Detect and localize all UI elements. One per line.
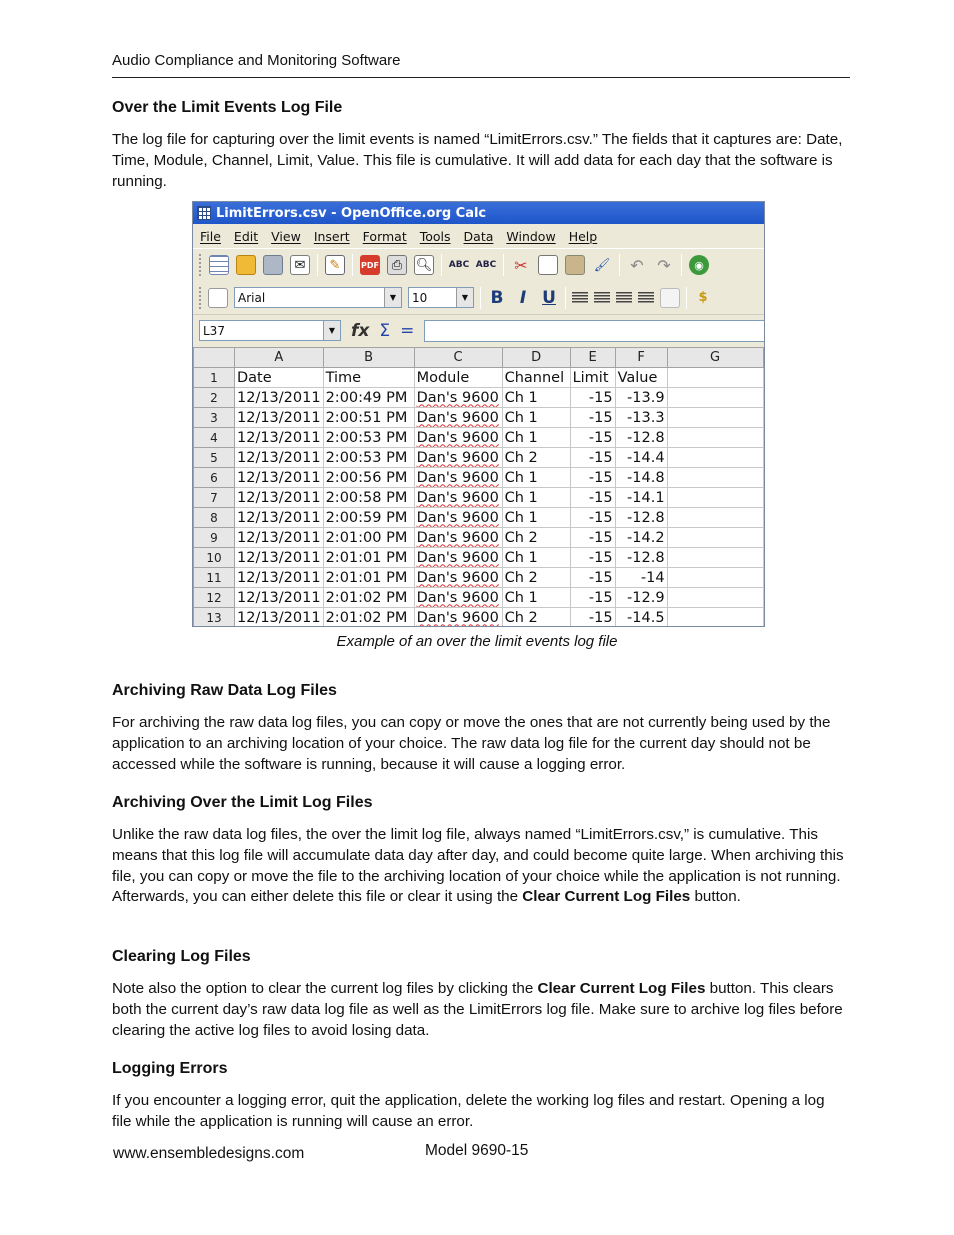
export-pdf-icon[interactable]: PDF: [360, 255, 380, 275]
table-cell[interactable]: [667, 408, 763, 428]
window-titlebar: [193, 202, 764, 224]
table-cell[interactable]: [414, 468, 502, 488]
font-size-select[interactable]: [408, 287, 474, 308]
menu-window[interactable]: Window: [506, 228, 556, 244]
align-left-icon[interactable]: [572, 292, 588, 304]
table-cell[interactable]: -15: [570, 428, 615, 448]
text-segment: Note also the option to clear the current log files by clicking the: [112, 980, 538, 997]
menu-insert[interactable]: Insert: [313, 228, 350, 244]
menu-bar: [193, 224, 764, 248]
table-cell[interactable]: [667, 488, 763, 508]
table-cell[interactable]: [414, 568, 502, 588]
font-size-value: 10: [412, 290, 428, 305]
cell-text: Dan's 9600: [416, 509, 499, 526]
table-row: [194, 488, 764, 508]
table-cell[interactable]: [667, 368, 763, 388]
menu-file[interactable]: File: [200, 228, 221, 244]
table-row: [194, 388, 764, 408]
justify-icon[interactable]: [638, 292, 654, 304]
section-heading-logging-errors: Logging Errors: [112, 1060, 228, 1077]
standard-toolbar: [193, 248, 764, 281]
table-cell[interactable]: -15: [570, 488, 615, 508]
toolbar-separator: [441, 254, 442, 276]
edit-file-icon[interactable]: ✎: [325, 255, 345, 275]
merge-cells-icon[interactable]: [660, 288, 680, 308]
table-cell[interactable]: [667, 528, 763, 548]
redo-icon[interactable]: ↷: [657, 255, 671, 275]
toolbar-separator: [686, 287, 687, 309]
table-cell[interactable]: Ch 1: [502, 428, 570, 448]
toolbar-grip[interactable]: [199, 254, 202, 276]
cell-text: Dan's 9600: [416, 409, 499, 426]
cut-icon[interactable]: ✂: [514, 255, 528, 275]
table-cell[interactable]: [667, 428, 763, 448]
table-cell[interactable]: Ch 2: [502, 608, 570, 628]
sum-icon[interactable]: Σ: [379, 320, 391, 341]
section-heading-clearing: Clearing Log Files: [112, 948, 251, 965]
row-header[interactable]: 11: [194, 568, 235, 588]
paragraph-archiving-over: [112, 825, 846, 908]
table-cell[interactable]: -12.8: [615, 428, 667, 448]
styles-icon[interactable]: [208, 288, 228, 308]
calc-app-icon: [197, 206, 211, 220]
table-cell[interactable]: 2:01:02 PM: [323, 608, 414, 628]
table-cell[interactable]: Ch 1: [502, 488, 570, 508]
window-title: LimitErrors.csv - OpenOffice.org Calc: [216, 205, 487, 221]
formatting-toolbar: [193, 281, 764, 314]
table-cell[interactable]: Module: [414, 368, 502, 388]
table-cell[interactable]: 12/13/2011: [235, 468, 324, 488]
cell-text: Dan's 9600: [416, 429, 499, 446]
page-preview-icon[interactable]: 🔍︎: [414, 255, 434, 275]
cell-text: Dan's 9600: [416, 449, 499, 466]
table-cell[interactable]: [414, 428, 502, 448]
table-cell[interactable]: 2:01:00 PM: [323, 528, 414, 548]
table-row: [194, 588, 764, 608]
table-row: [194, 408, 764, 428]
table-cell[interactable]: Ch 2: [502, 568, 570, 588]
section-heading-archiving-raw: Archiving Raw Data Log Files: [112, 682, 337, 699]
menu-format[interactable]: Format: [362, 228, 407, 244]
table-cell[interactable]: Channel: [502, 368, 570, 388]
name-box-value: L37: [203, 323, 225, 338]
toolbar-grip[interactable]: [199, 287, 202, 309]
table-cell[interactable]: 2:00:58 PM: [323, 488, 414, 508]
table-cell[interactable]: -14.1: [615, 488, 667, 508]
column-header-row: [194, 348, 764, 368]
column-header[interactable]: A: [235, 348, 324, 368]
spreadsheet-grid: [193, 347, 764, 627]
table-cell[interactable]: [414, 528, 502, 548]
table-cell[interactable]: -15: [570, 568, 615, 588]
row-header[interactable]: 5: [194, 448, 235, 468]
font-name-select[interactable]: [234, 287, 402, 308]
table-cell[interactable]: -13.3: [615, 408, 667, 428]
table-cell[interactable]: Time: [323, 368, 414, 388]
save-icon[interactable]: [263, 255, 283, 275]
formula-bar: [193, 314, 764, 346]
table-cell[interactable]: -15: [570, 388, 615, 408]
table-cell[interactable]: Ch 1: [502, 508, 570, 528]
table-cell[interactable]: [414, 548, 502, 568]
paragraph-logging-errors: If you encounter a logging error, quit the application, delete the working log files and restart. Opening a log file while the application is running will cause an error.: [112, 1092, 825, 1130]
table-cell[interactable]: -12.8: [615, 548, 667, 568]
chevron-down-icon[interactable]: ▼: [456, 288, 473, 307]
row-header[interactable]: 9: [194, 528, 235, 548]
table-cell[interactable]: 12/13/2011: [235, 508, 324, 528]
table-row: [194, 508, 764, 528]
table-cell[interactable]: Limit: [570, 368, 615, 388]
table-cell[interactable]: -14: [615, 568, 667, 588]
print-icon[interactable]: ⎙: [387, 255, 407, 275]
menu-data[interactable]: Data: [463, 228, 494, 244]
table-cell[interactable]: [667, 508, 763, 528]
text-segment: button. This clears both the current day’s raw data log file as well as the LimitErrors log file. Make sure to archive log files before clearing the active log files to avoid losing data.: [112, 980, 843, 1039]
row-header[interactable]: 1: [194, 368, 235, 388]
table-cell[interactable]: -15: [570, 408, 615, 428]
table-row: [194, 368, 764, 388]
table-cell[interactable]: 2:01:01 PM: [323, 568, 414, 588]
table-cell[interactable]: [667, 568, 763, 588]
paste-icon[interactable]: [565, 255, 585, 275]
table-row: [194, 428, 764, 448]
column-header[interactable]: D: [502, 348, 570, 368]
function-wizard-icon[interactable]: fx: [351, 320, 370, 341]
table-cell[interactable]: -12.9: [615, 588, 667, 608]
row-header[interactable]: 10: [194, 548, 235, 568]
toolbar-separator: [503, 254, 504, 276]
undo-icon[interactable]: ↶: [630, 255, 644, 275]
paragraph-archiving-raw: For archiving the raw data log files, you can copy or move the ones that are not currently being used by the application to an archiving location of your choice. The raw data log file for the current day should not be accessed while the software is running, because it will cause a logging error.: [112, 714, 831, 773]
select-all-corner[interactable]: [194, 348, 235, 368]
menu-view[interactable]: View: [271, 228, 301, 244]
table-row: [194, 528, 764, 548]
cell-text: Dan's 9600: [416, 389, 499, 406]
table-cell[interactable]: [667, 388, 763, 408]
formula-input[interactable]: [424, 320, 765, 342]
table-cell[interactable]: Ch 2: [502, 528, 570, 548]
table-cell[interactable]: [667, 468, 763, 488]
table-cell[interactable]: 12/13/2011: [235, 608, 324, 628]
spellcheck-icon[interactable]: ABC: [448, 260, 470, 270]
toolbar-separator: [317, 254, 318, 276]
menu-edit[interactable]: Edit: [233, 228, 259, 244]
table-cell[interactable]: [667, 448, 763, 468]
table-cell[interactable]: -15: [570, 588, 615, 608]
bold-icon[interactable]: B: [490, 287, 504, 308]
cell-text: Dan's 9600: [416, 529, 499, 546]
table-cell[interactable]: [414, 448, 502, 468]
table-cell[interactable]: 2:00:59 PM: [323, 508, 414, 528]
table-cell[interactable]: Value: [615, 368, 667, 388]
section-heading-over-limit: Over the Limit Events Log File: [112, 99, 343, 116]
toolbar-separator: [352, 254, 353, 276]
figure-caption: Example of an over the limit events log file: [336, 633, 618, 650]
cell-text: Dan's 9600: [416, 549, 499, 566]
table-cell[interactable]: [414, 408, 502, 428]
toolbar-separator: [480, 287, 481, 309]
table-cell[interactable]: -15: [570, 528, 615, 548]
table-cell[interactable]: [667, 608, 763, 628]
footer-model: Model 9690-15: [425, 1142, 529, 1159]
table-cell[interactable]: -14.2: [615, 528, 667, 548]
table-cell[interactable]: [414, 488, 502, 508]
table-cell[interactable]: -14.4: [615, 448, 667, 468]
table-cell[interactable]: Ch 1: [502, 588, 570, 608]
new-document-icon[interactable]: [209, 255, 229, 275]
row-header[interactable]: 7: [194, 488, 235, 508]
clone-formatting-icon[interactable]: 🖌︎: [593, 257, 611, 273]
table-cell[interactable]: -15: [570, 508, 615, 528]
name-box[interactable]: [199, 320, 341, 341]
row-header[interactable]: 12: [194, 588, 235, 608]
column-header[interactable]: B: [323, 348, 414, 368]
table-cell[interactable]: [414, 508, 502, 528]
button-name-reference: Clear Current Log Files: [522, 888, 691, 906]
table-cell[interactable]: -14.5: [615, 608, 667, 628]
copy-icon[interactable]: [538, 255, 558, 275]
table-cell[interactable]: 12/13/2011: [235, 448, 324, 468]
column-header[interactable]: F: [615, 348, 667, 368]
table-cell[interactable]: -13.9: [615, 388, 667, 408]
table-cell[interactable]: Ch 1: [502, 548, 570, 568]
cell-text: Dan's 9600: [416, 609, 499, 626]
table-cell[interactable]: -15: [570, 448, 615, 468]
row-header[interactable]: 8: [194, 508, 235, 528]
table-row: [194, 548, 764, 568]
table-row: [194, 568, 764, 588]
italic-icon[interactable]: I: [519, 287, 527, 308]
table-cell[interactable]: [414, 588, 502, 608]
table-cell[interactable]: -14.8: [615, 468, 667, 488]
toolbar-separator: [619, 254, 620, 276]
autospellcheck-icon[interactable]: ABC: [475, 260, 497, 270]
table-cell[interactable]: 12/13/2011: [235, 588, 324, 608]
table-cell[interactable]: -15: [570, 548, 615, 568]
currency-format-icon[interactable]: $: [698, 290, 708, 305]
table-cell[interactable]: 2:01:01 PM: [323, 548, 414, 568]
table-cell[interactable]: 12/13/2011: [235, 408, 324, 428]
column-header[interactable]: E: [570, 348, 615, 368]
table-cell[interactable]: Date: [235, 368, 324, 388]
table-cell[interactable]: 12/13/2011: [235, 528, 324, 548]
table-cell[interactable]: -12.8: [615, 508, 667, 528]
align-center-icon[interactable]: [594, 292, 610, 304]
table-cell[interactable]: 2:00:53 PM: [323, 428, 414, 448]
page-header: [112, 52, 850, 78]
table-cell[interactable]: 2:00:56 PM: [323, 468, 414, 488]
row-header[interactable]: 4: [194, 428, 235, 448]
table-cell[interactable]: Ch 1: [502, 388, 570, 408]
table-cell[interactable]: [667, 548, 763, 568]
table-cell[interactable]: [414, 388, 502, 408]
chevron-down-icon[interactable]: ▼: [323, 321, 340, 340]
paragraph-clearing: [112, 979, 846, 1041]
table-cell[interactable]: -15: [570, 608, 615, 628]
table-cell[interactable]: Ch 1: [502, 408, 570, 428]
cell-text: Dan's 9600: [416, 589, 499, 606]
underline-icon[interactable]: U: [542, 287, 556, 308]
chevron-down-icon[interactable]: ▼: [384, 288, 401, 307]
email-icon[interactable]: ✉: [290, 255, 310, 275]
table-cell[interactable]: 12/13/2011: [235, 548, 324, 568]
calc-window-screenshot: [192, 201, 765, 627]
table-cell[interactable]: Ch 1: [502, 468, 570, 488]
text-segment: Unlike the raw data log files, the over the limit log file, always named “LimitErrors.csv,” is cumulative. This means that this log file will accumulate data day after day, and could become quite large. When archiving this file, you can copy or move the file to the archiving location of your choice while the application is not running. Afterwards, you can either delete this file or clear it using the: [112, 826, 844, 906]
footer-website: www.ensembledesigns.com: [113, 1145, 305, 1162]
cell-text: Dan's 9600: [416, 489, 499, 506]
row-header[interactable]: 13: [194, 608, 235, 628]
toolbar-separator: [565, 287, 566, 309]
table-row: [194, 448, 764, 468]
table-cell[interactable]: 12/13/2011: [235, 428, 324, 448]
function-equals-icon[interactable]: =: [400, 320, 415, 341]
document-title: Audio Compliance and Monitoring Software: [112, 52, 401, 69]
font-name-value: Arial: [238, 290, 266, 305]
navigator-icon[interactable]: ◉: [689, 255, 709, 275]
table-cell[interactable]: -15: [570, 468, 615, 488]
open-folder-icon[interactable]: [236, 255, 256, 275]
column-header[interactable]: G: [667, 348, 763, 368]
column-header[interactable]: C: [414, 348, 502, 368]
cell-text: Dan's 9600: [416, 469, 499, 486]
button-name-reference: Clear Current Log Files: [537, 980, 706, 997]
toolbar-separator: [681, 254, 682, 276]
table-row: [194, 468, 764, 488]
cell-text: Dan's 9600: [416, 569, 499, 586]
section-heading-archiving-over: Archiving Over the Limit Log Files: [112, 794, 373, 811]
table-cell[interactable]: 2:00:49 PM: [323, 388, 414, 408]
table-cell[interactable]: [667, 588, 763, 608]
paragraph-over-limit: The log file for capturing over the limit events is named “LimitErrors.csv.” The fields that it captures are: Date, Time, Module, Channel, Limit, Value. This file is cumulative. It will add data for each day that the software is running.: [112, 131, 843, 190]
row-header[interactable]: 3: [194, 408, 235, 428]
table-cell[interactable]: Ch 2: [502, 448, 570, 468]
table-cell[interactable]: 2:01:02 PM: [323, 588, 414, 608]
row-header[interactable]: 2: [194, 388, 235, 408]
table-cell[interactable]: [414, 608, 502, 628]
menu-help[interactable]: Help: [568, 228, 598, 244]
table-cell[interactable]: 2:00:51 PM: [323, 408, 414, 428]
table-cell[interactable]: 12/13/2011: [235, 388, 324, 408]
table-row: [194, 608, 764, 628]
table-cell[interactable]: 2:00:53 PM: [323, 448, 414, 468]
table-cell[interactable]: 12/13/2011: [235, 568, 324, 588]
align-right-icon[interactable]: [616, 292, 632, 304]
menu-tools[interactable]: Tools: [419, 228, 451, 244]
row-header[interactable]: 6: [194, 468, 235, 488]
text-segment: button.: [690, 888, 741, 906]
table-cell[interactable]: 12/13/2011: [235, 488, 324, 508]
